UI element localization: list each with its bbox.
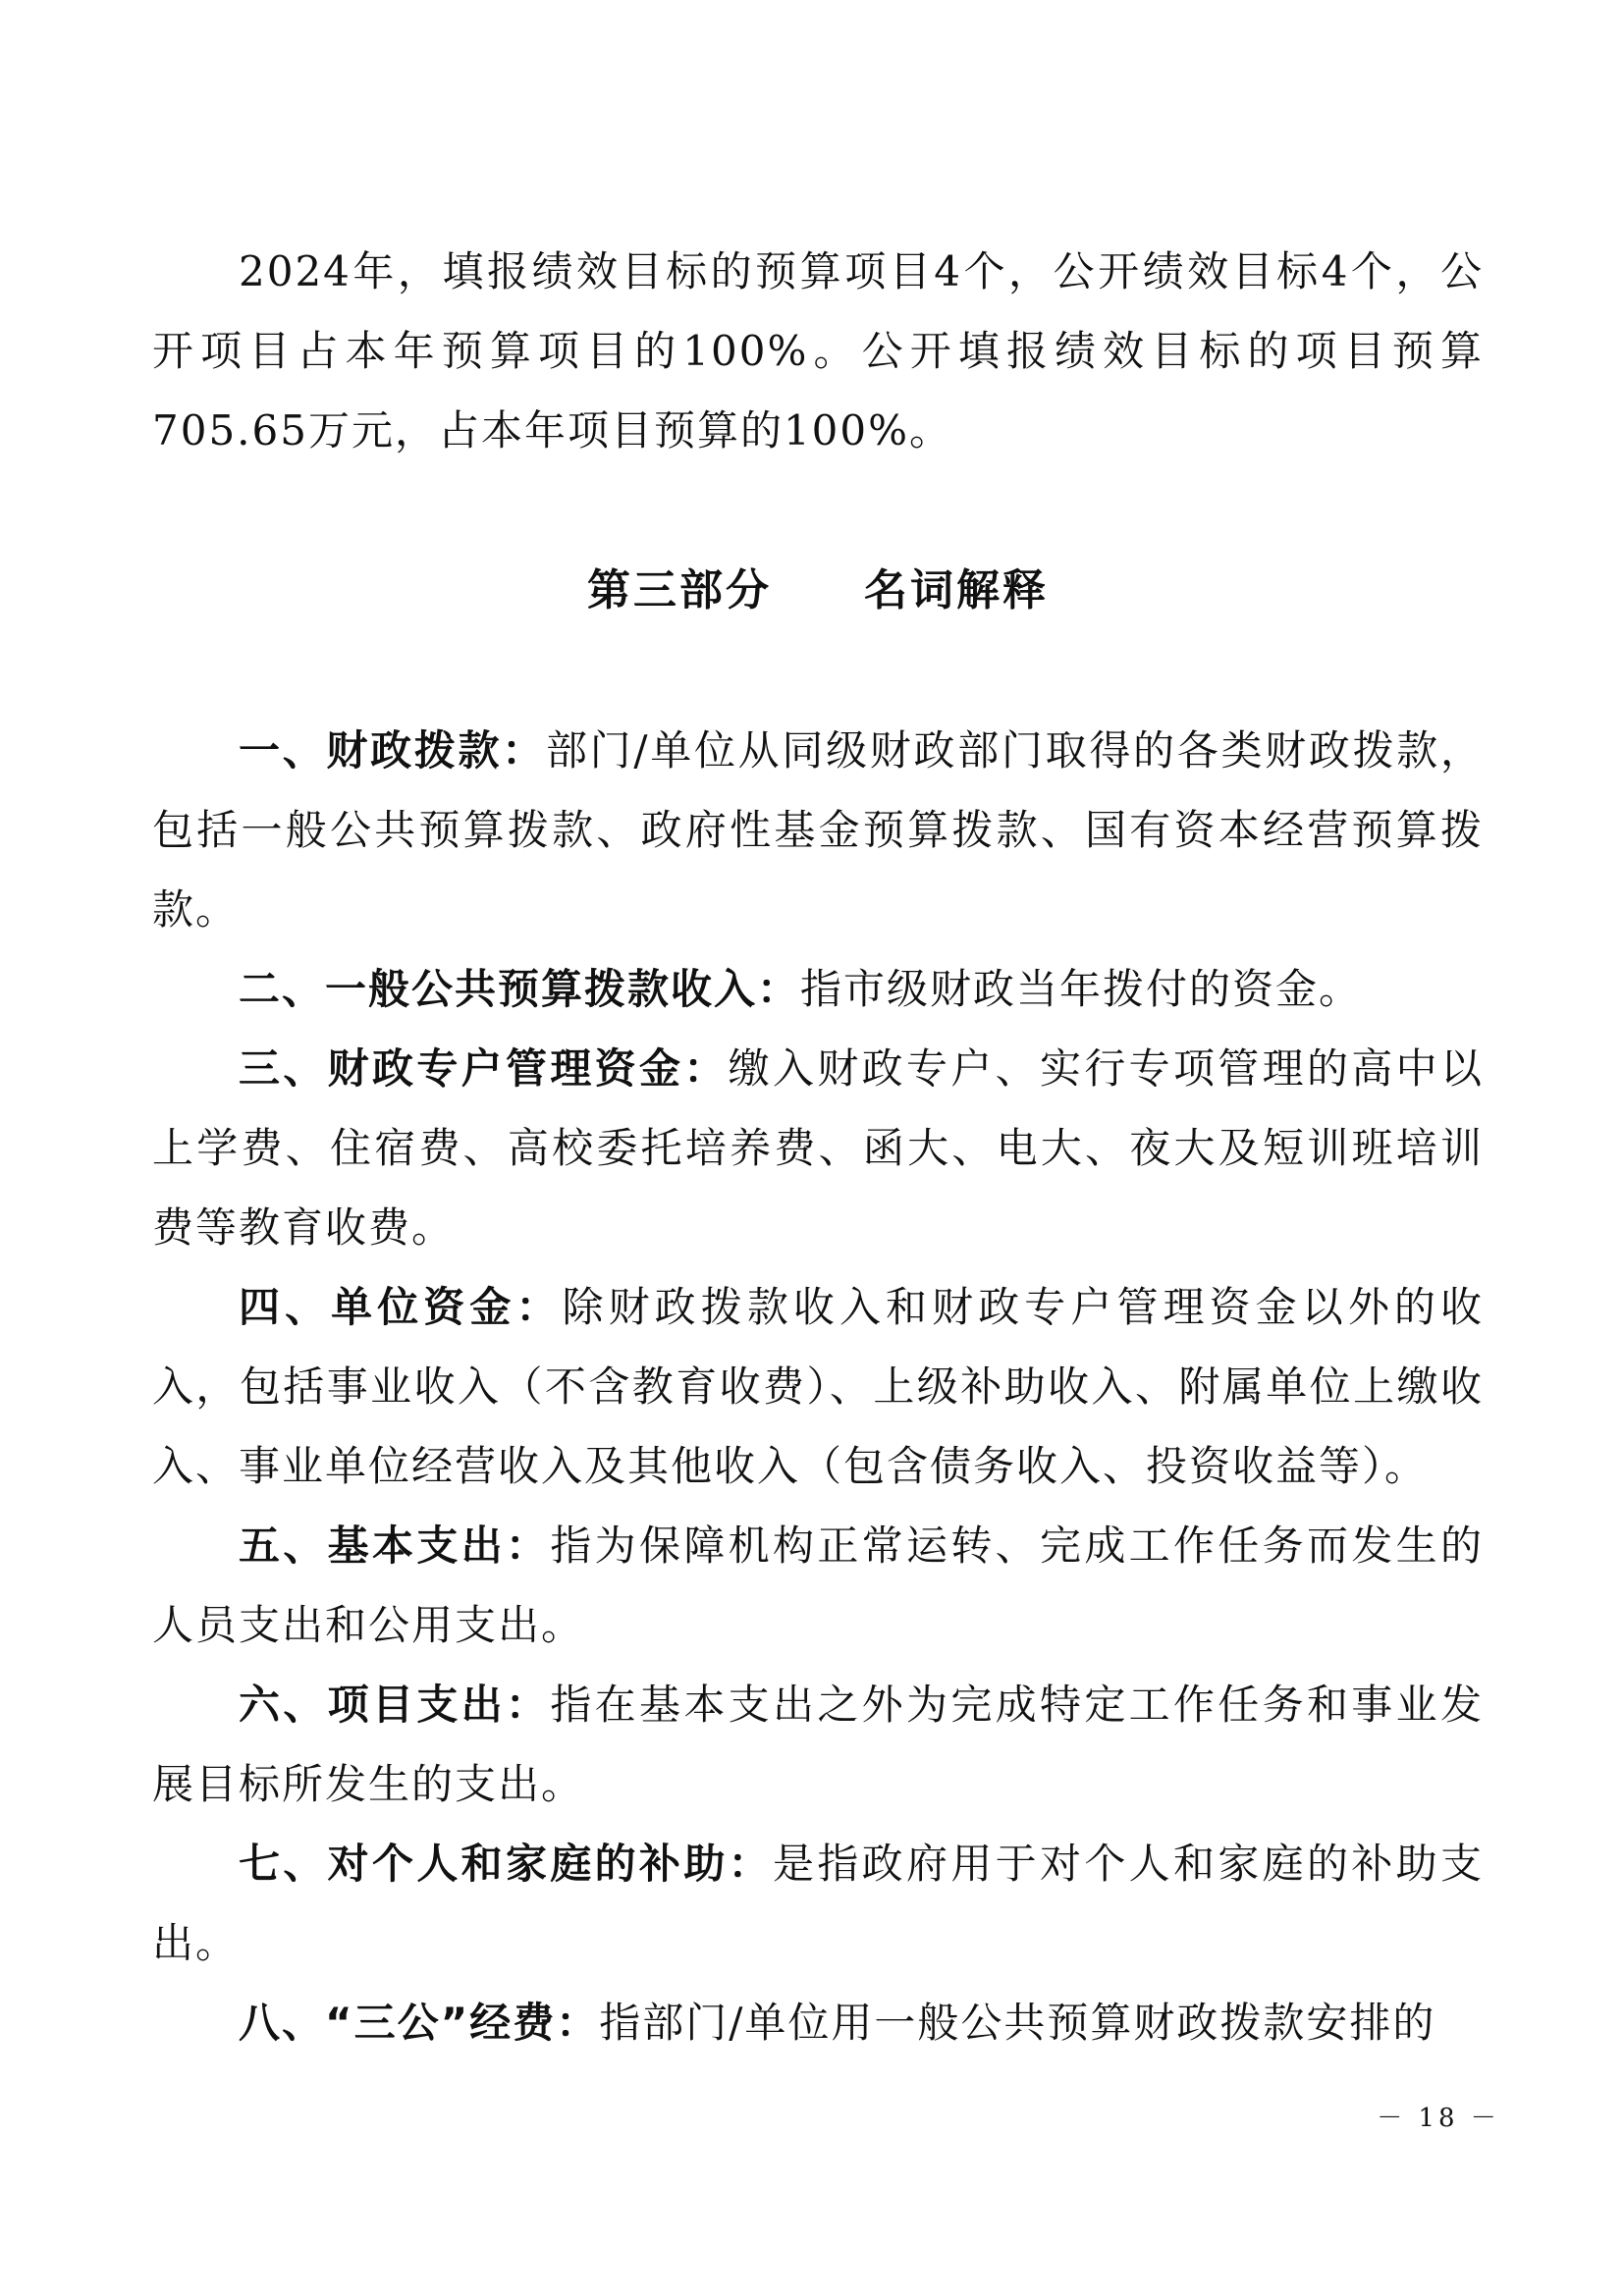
page-number: － 18 － xyxy=(1377,2104,1500,2133)
term-definition: 部门/单位从同级财政部门取得的各类财政拨款，包括一般公共预算拨款、政府性基金预算拨款、国有资本经营预算拨款。 xyxy=(152,726,1484,934)
term-definition: 指在基本支出之外为完成特定工作任务和事业发展目标所发生的支出。 xyxy=(152,1681,1484,1808)
section-title: 第三部分 名词解释 xyxy=(587,565,1049,615)
term-label: 六、项目支出： xyxy=(239,1681,551,1729)
term-paragraph-2 xyxy=(152,949,1484,1029)
term-paragraph-8 xyxy=(152,1983,1484,2062)
term-definition: 指为保障机构正常运转、完成工作任务而发生的人员支出和公用支出。 xyxy=(152,1522,1484,1649)
term-paragraph-6 xyxy=(152,1665,1484,1824)
term-label: 五、基本支出： xyxy=(239,1522,551,1570)
term-paragraph-4 xyxy=(152,1267,1484,1506)
document-body xyxy=(152,232,1484,2062)
term-paragraph-7 xyxy=(152,1824,1484,1983)
term-label: 七、对个人和家庭的补助： xyxy=(239,1840,773,1888)
term-label: 三、财政专户管理资金： xyxy=(239,1044,729,1093)
term-definition: 是指政府用于对个人和家庭的补助支出。 xyxy=(152,1840,1484,1967)
term-definition: 缴入财政专户、实行专项管理的高中以上学费、住宿费、高校委托培养费、函大、电大、夜大及短训班培训费等教育收费。 xyxy=(152,1044,1484,1252)
term-definition: 指部门/单位用一般公共预算财政拨款安排的 xyxy=(599,1999,1436,2047)
term-paragraph-1 xyxy=(152,711,1484,949)
intro-paragraph: 2024年，填报绩效目标的预算项目4个，公开绩效目标4个，公开项目占本年预算项目的100%。公开填报绩效目标的项目预算705.65万元，占本年项目预算的100%。 xyxy=(152,247,1484,454)
term-paragraph-3 xyxy=(152,1029,1484,1267)
term-label: 四、单位资金： xyxy=(239,1283,563,1331)
term-label: 二、一般公共预算拨款收入： xyxy=(239,965,801,1013)
term-definition: 指市级财政当年拨付的资金。 xyxy=(800,965,1363,1013)
term-label: 一、财政拨款： xyxy=(239,726,546,774)
term-label: 八、“三公”经费： xyxy=(239,1999,600,2047)
term-paragraph-5 xyxy=(152,1506,1484,1665)
term-definition: 除财政拨款收入和财政专户管理资金以外的收入，包括事业收入（不含教育收费）、上级补助收入、附属单位上缴收入、事业单位经营收入及其他收入（包含债务收入、投资收益等）。 xyxy=(152,1283,1484,1490)
